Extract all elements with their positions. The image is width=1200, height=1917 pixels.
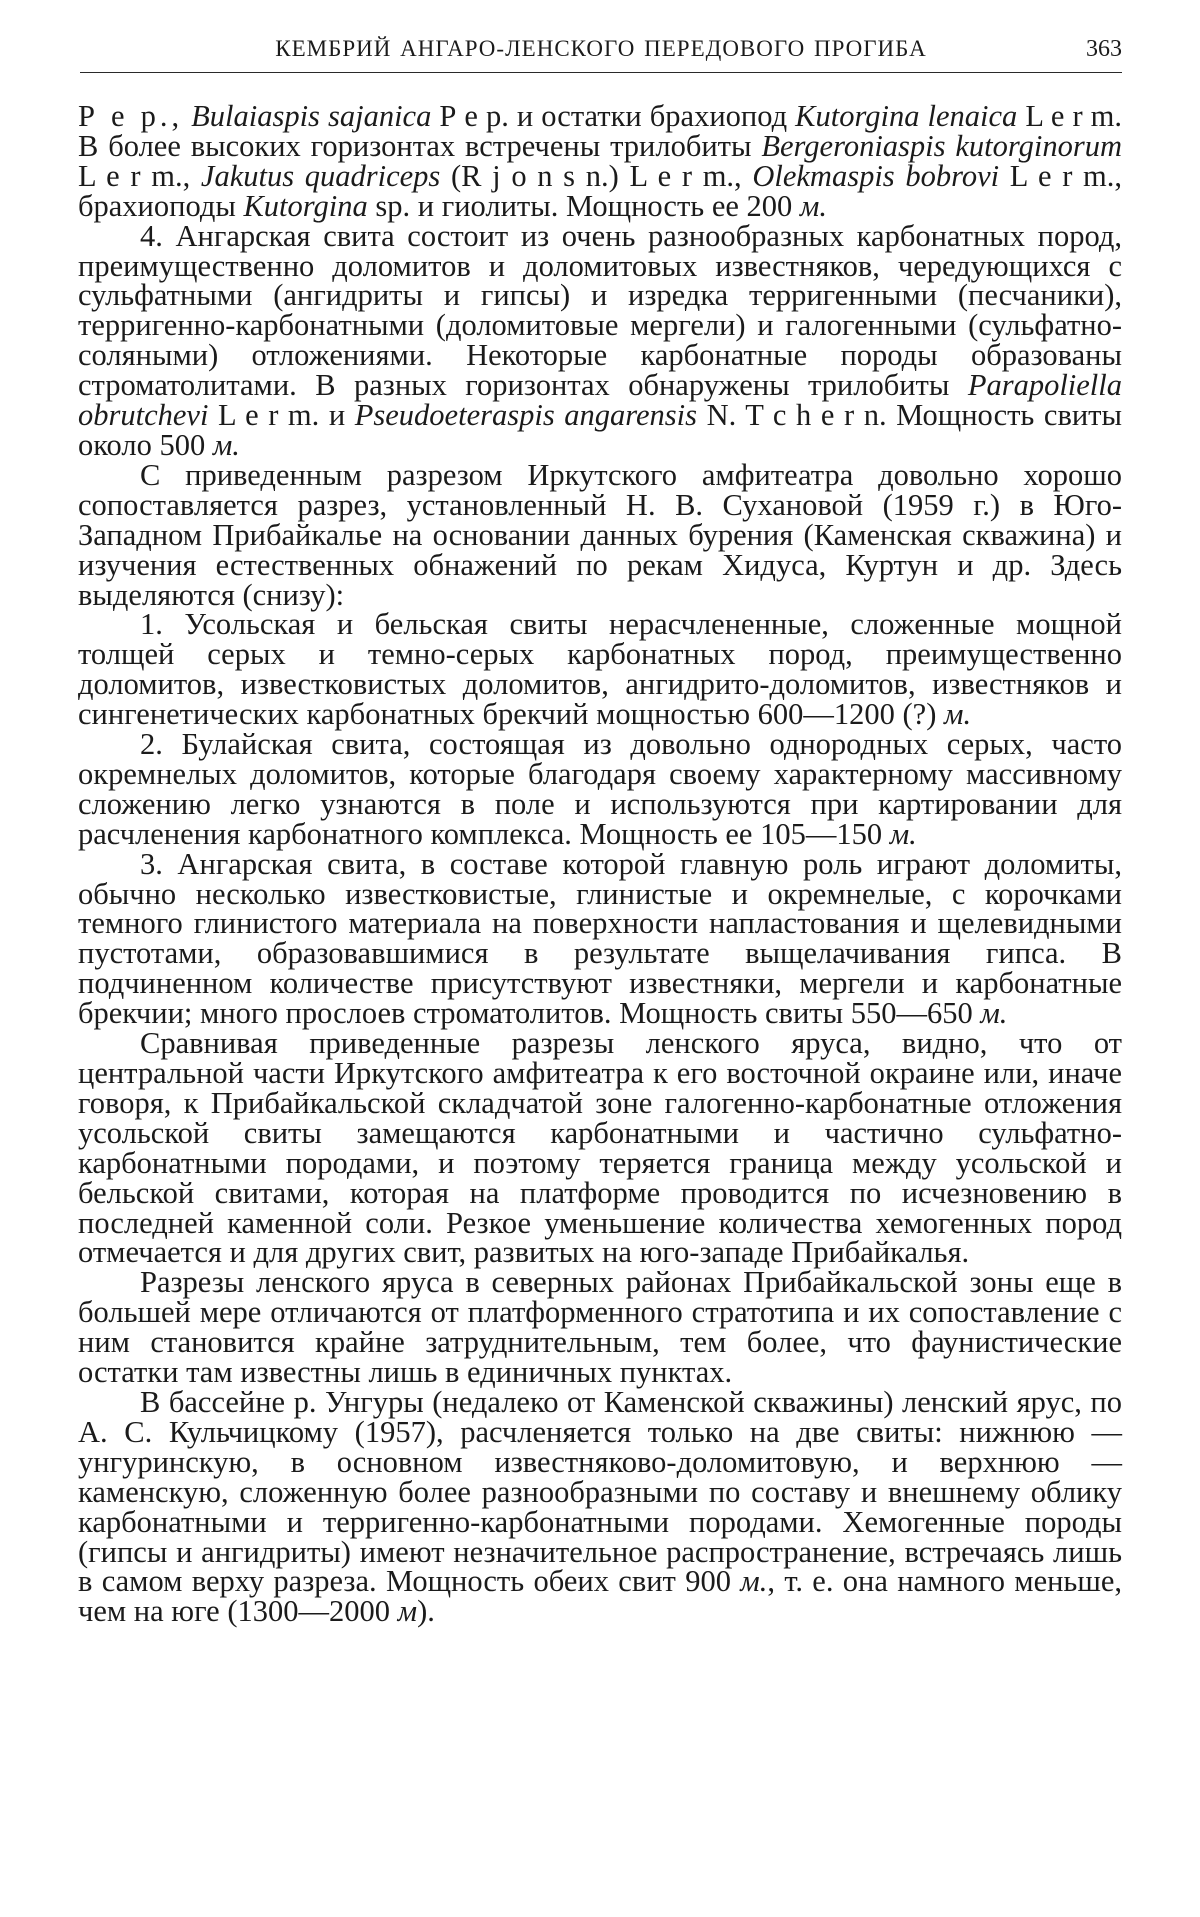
unit: м.	[212, 427, 240, 462]
text-run: 2. Булайская свита, состоящая из довольно однородных серых, часто окремнелых доломитов, которые благодаря своему характерному массивному сложению легко узнаются в поле и используются при картировании для расчленения карбонатного комплекса. Мощность ее 105—150	[78, 727, 1122, 851]
text-run: В бассейне р. Унгуры (недалеко от Каменской скважины) ленский ярус, по А. С. Кульчицкому (1957), расчленяется только на две свиты: нижнюю — унгуринскую, в основном известняково-доломитовую, и верхнюю — каменскую, сложенную более разнообразными по составу и внешнему облику карбонатными и терригенно-карбонатными породами. Хемогенные породы (гипсы и ангидриты) имеют незначительное распространение, встречаясь лишь в самом верху разреза. Мощность обеих свит 900	[78, 1384, 1122, 1599]
list-item-3	[78, 846, 1122, 1031]
page-number: 363	[1086, 36, 1122, 62]
text-run: 1. Усольская и бельская свиты нерасчлененные, сложенные мощной толщей серых и темно-серых карбонатных пород, преимущественно доломитов, известковистых доломитов, ангидрито-доломитов, известняков и сингенетических карбонатных брекчий мощностью 600—1200 (?)	[78, 607, 1122, 732]
unit: м.	[943, 697, 972, 732]
unit: м.	[740, 1564, 768, 1599]
author-abbrev: (R j o n s n.) L e r m.,	[450, 158, 742, 193]
body-text	[78, 99, 1123, 1629]
author-abbrev: Р е р.,	[78, 99, 184, 133]
paragraph-ungura-basin	[78, 1384, 1122, 1629]
text-run: sp. и гиолиты. Мощность ее 200	[375, 188, 793, 223]
taxon-name: Bergeroniaspis kutorginorum	[761, 128, 1122, 163]
paragraph-comparing-sections	[78, 1026, 1122, 1270]
text-run: Сравнивая приведенные разрезы ленского яруса, видно, что от центральной части Иркутского амфитеатра к его восточной окраине или, иначе говоря, к Прибайкальской складчатой зоне галогенно-карбонатные отложения усольской свиты замещаются карбонатными и частично сульфатно-карбонатными породами, и поэтому теряется граница между усольской и бельской свитами, которая на платформе проводится по исчезновению в последней каменной соли. Резкое уменьшение количества хемогенных пород отмечается и для других свит, развитых на юго-западе Прибайкалья.	[78, 1026, 1122, 1270]
paragraph-northern-regions	[78, 1265, 1122, 1390]
unit: м.	[980, 996, 1008, 1031]
text-run: L e r m. В более высоких горизонтах встречены трилобиты	[78, 99, 1123, 163]
running-title: КЕМБРИЙ АНГАРО-ЛЕНСКОГО ПЕРЕДОВОГО ПРОГИБА	[275, 36, 927, 61]
text-run: Р е р. и остатки брахиопод	[439, 99, 788, 133]
taxon-name: Olekmaspis bobrovi	[752, 158, 1000, 193]
taxon-name: Kutorgina	[243, 188, 368, 223]
running-head	[80, 36, 1122, 70]
text-run: ).	[417, 1594, 435, 1629]
text-run: N. T c h e r n. Мощность свиты около 500	[78, 398, 1123, 462]
text-run: L e r m., брахиоподы	[78, 158, 1123, 223]
taxon-name: Jakutus quadriceps	[200, 158, 441, 193]
paragraph-continuation	[78, 99, 1123, 223]
taxon-name: Kutorgina lenaica	[795, 99, 1018, 133]
text-run: Разрезы ленского яруса в северных районах Прибайкальской зоны еще в большей мере отличаются от платформенного стратотипа и их сопоставление с ним становится крайне затруднительным, тем более, что фаунистические остатки там известны лишь в единичных пунктах.	[78, 1265, 1122, 1390]
text-run: 3. Ангарская свита, в составе которой главную роль играют доломиты, обычно несколько известковистые, глинистые и окремнелые, с корочками темного глинистого материала на поверхности напластования и щелевидными пустотами, образовавшимися в результате выщелачивания гипса. В подчиненном количестве присутствуют известняки, мергели и карбонатные брекчии; много прослоев строматолитов. Мощность свиты 550—650	[78, 846, 1122, 1031]
unit: м.	[799, 188, 827, 223]
paragraph-angara-suite	[78, 218, 1123, 462]
text-run: 4. Ангарская свита состоит из очень разнообразных карбонатных пород, преимущественно доломитов и доломитовых известняков, чередующихся с сульфатными (ангидриты и гипсы) и изредка терригенными (песчаники), терригенно-карбонатными (доломитовые мергели) и галогенными (сульфатно-соляными) отложениями. Некоторые карбонатные породы образованы строматолитами. В разных горизонтах обнаружены трилобиты	[78, 218, 1122, 403]
taxon-name: Bulaiaspis sajanica	[191, 99, 432, 133]
unit: м.	[889, 816, 917, 851]
author-abbrev: L e r m.,	[78, 158, 191, 193]
taxon-name: Parapoliella obrutchevi	[78, 368, 1122, 433]
taxon-name: Pseudoeteraspis angarensis	[354, 398, 697, 433]
text-run: С приведенным разрезом Иркутского амфитеатра довольно хорошо сопоставляется разрез, установленный Н. В. Сухановой (1959 г.) в Юго-Западном Прибайкалье на основании данных бурения (Каменская скважина) и изучения естественных обнажений по рекам Хидуса, Куртун и др. Здесь выделяются (снизу):	[78, 457, 1122, 612]
paragraph-comparison	[78, 457, 1122, 612]
unit: м	[397, 1594, 418, 1629]
author-abbrev: L e r m. и	[218, 398, 346, 433]
header-rule	[80, 72, 1122, 73]
text-run: , т. е. она намного меньше, чем на юге (1300—2000	[78, 1564, 1122, 1629]
list-item-1	[78, 607, 1122, 732]
list-item-2	[78, 727, 1122, 851]
